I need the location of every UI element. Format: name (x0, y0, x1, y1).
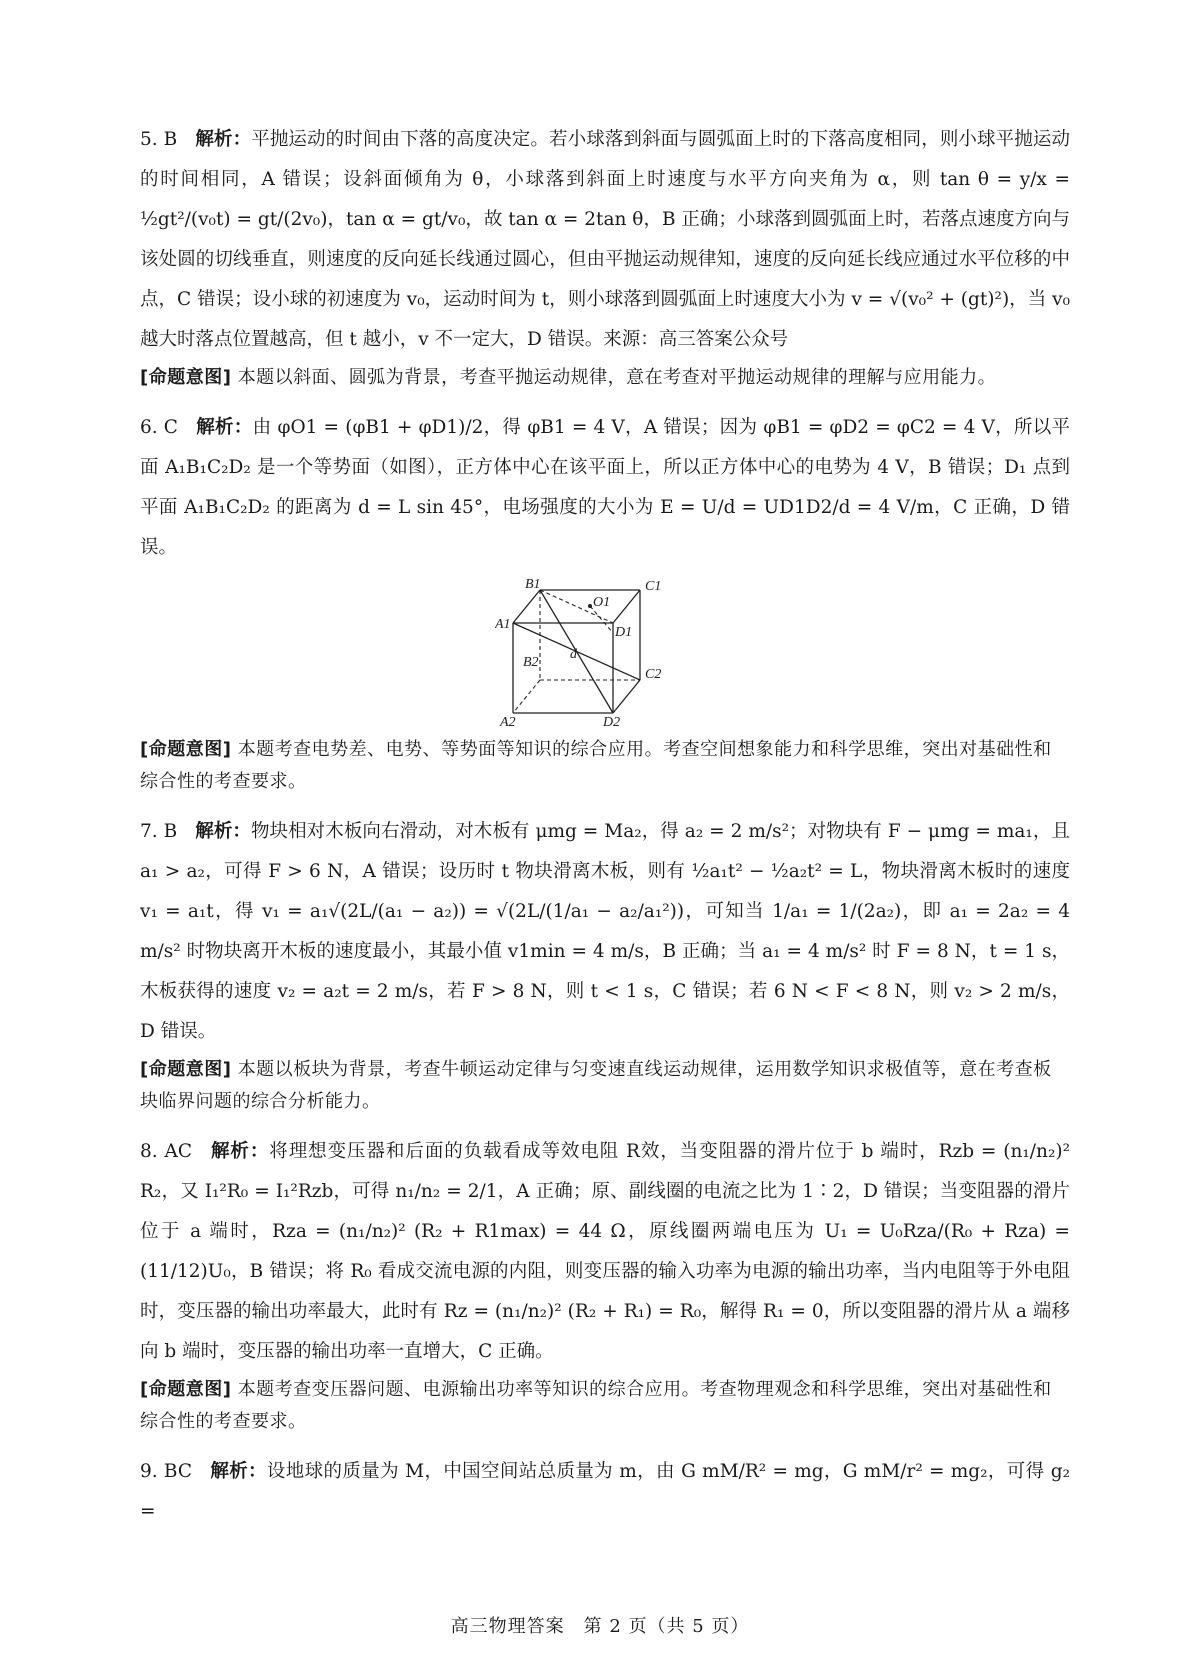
edge-b1-a1 (513, 590, 540, 623)
q7-answer: 7. B (140, 821, 178, 842)
q7-intent (140, 1054, 1070, 1118)
q9-answer: 9. BC (140, 1461, 192, 1482)
hidden-b2-a2 (513, 680, 540, 713)
label-d2: D2 (603, 715, 621, 728)
label-a1: A1 (495, 617, 511, 632)
q7-explanation (140, 812, 1070, 1052)
q5-analysis-label: 解析： (195, 129, 252, 150)
label-d1: D1 (615, 625, 633, 640)
question-6 (140, 408, 1070, 568)
q8-intent-text: 本题考查变压器问题、电源输出功率等知识的综合应用。考查物理观念和科学思维，突出对基础性和综合性的考查要求。 (140, 1379, 1052, 1432)
label-d: d (570, 647, 577, 662)
label-o1: O1 (593, 595, 611, 610)
q6-intent-label: [命题意图] (140, 739, 232, 760)
edge-d2-c2 (613, 680, 640, 713)
q8-explanation (140, 1132, 1070, 1372)
label-b1: B1 (525, 578, 541, 592)
q7-text: 物块相对木板向右滑动，对木板有 μmg = Ma₂，得 a₂ = 2 m/s²；对物块有 F − μmg = ma₁，且 a₁ > a₂，可得 F > 6 N，A 错误；设历时 t 物块滑离木板，则有 ½a₁t² − ½a₂t² = L，物块滑离木板时的速度 v₁ = a₁t，得 v₁ = a₁√(2L/(a₁ − a₂)) = √(2L/(1/a₁ − a₂/a₁²))，可知当 1/a₁ = 1/(2a₂)，即 a₁ = 2a₂ = 4 m/s² 时物块离开木板的速度最小，其最小值 v1min = 4 m/s，B 正确；当 a₁ = 4 m/s² 时 F = 8 N，t = 1 s，木板获得的速度 v₂ = a₂t = 2 m/s，若 F > 8 N，则 t < 1 s，C 错误；若 6 N < F < 8 N，则 v₂ > 2 m/s，D 错误。 (140, 821, 1070, 1042)
q7-analysis-label: 解析： (195, 821, 251, 842)
q8-text: 将理想变压器和后面的负载看成等效电阻 R效，当变阻器的滑片位于 b 端时，Rzb = (n₁/n₂)² R₂，又 I₁²R₀ = I₁²Rzb，可得 n₁/n₂ = 2/1，A 正确；原、副线圈的电流之比为 1∶2，D 错误；当变阻器的滑片位于 a 端时，Rza = (n₁/n₂)² (R₂ + R1max) = 44 Ω，原线圈两端电压为 U₁ = U₀Rza/(R₀ + Rza) = (11/12)U₀，B 错误；将 R₀ 看成交流电源的内阻，则变压器的输入功率为电源的输出功率，当内电阻等于外电阻时，变压器的输出功率最大，此时有 Rz = (n₁/n₂)² (R₂ + R₁) = R₀，解得 R₁ = 0，所以变阻器的滑片从 a 端移向 b 端时，变压器的输出功率一直增大，C 正确。 (140, 1141, 1071, 1362)
q7-intent-label: [命题意图] (140, 1059, 232, 1080)
q5-intent-text: 本题以斜面、圆弧为背景，考查平抛运动规律，意在考查对平抛运动规律的理解与应用能力。 (237, 367, 997, 388)
q6-analysis-label: 解析： (195, 417, 253, 438)
label-c1: C1 (645, 579, 662, 594)
label-a2: A2 (500, 715, 516, 728)
q6-explanation (140, 408, 1070, 568)
label-b2: B2 (523, 655, 539, 670)
q9-analysis-label: 解析： (209, 1461, 267, 1482)
q7-intent-text: 本题以板块为背景，考查牛顿运动定律与匀变速直线运动规律，运用数学知识求极值等，意在考查板块临界问题的综合分析能力。 (140, 1059, 1052, 1112)
cube-diagram (495, 578, 715, 728)
question-7 (140, 812, 1070, 1052)
q9-explanation (140, 1452, 1070, 1532)
answer-page (140, 120, 1070, 1532)
question-5 (140, 120, 1070, 360)
q6-answer: 6. C (140, 417, 178, 438)
q6-intent (140, 734, 1070, 798)
q8-analysis-label: 解析： (210, 1141, 270, 1162)
q5-intent (140, 362, 1070, 394)
q6-text: 由 φO1 = (φB1 + φD1)/2，得 φB1 = 4 V，A 错误；因为 φB1 = φD2 = φC2 = 4 V，所以平面 A₁B₁C₂D₂ 是一个等势面（如图），正方体中心在该平面上，所以正方体中心的电势为 4 V，B 错误；D₁ 点到平面 A₁B₁C₂D₂ 的距离为 d = L sin 45°，电场强度的大小为 E = U/d = UD1D2/d = 4 V/m，C 正确，D 错误。 (140, 417, 1070, 558)
q5-explanation (140, 120, 1070, 360)
edge-c1-d1 (613, 590, 640, 623)
question-8 (140, 1132, 1070, 1372)
q5-answer: 5. B (140, 129, 178, 150)
q8-answer: 8. AC (140, 1141, 192, 1162)
q8-intent (140, 1374, 1070, 1438)
q8-intent-label: [命题意图] (140, 1379, 232, 1400)
q9-text: 设地球的质量为 M，中国空间站总质量为 m，由 G mM/R² = mg，G mM/r² = mg₂，可得 g₂ = (140, 1461, 1070, 1522)
hidden-o1-d (590, 606, 613, 633)
label-c2: C2 (645, 667, 662, 682)
page-footer: 高三物理答案 第 2 页（共 5 页） (450, 1616, 750, 1637)
question-9 (140, 1452, 1070, 1532)
point-o1 (588, 604, 592, 608)
q5-intent-label: [命题意图] (140, 367, 232, 388)
q6-intent-text: 本题考查电势差、电势、等势面等知识的综合应用。考查空间想象能力和科学思维，突出对基础性和综合性的考查要求。 (140, 739, 1052, 792)
cube-svg (495, 578, 715, 728)
q5-text: 平抛运动的时间由下落的高度决定。若小球落到斜面与圆弧面上时的下落高度相同，则小球平抛运动的时间相同，A 错误；设斜面倾角为 θ，小球落到斜面上时速度与水平方向夹角为 α，则 tan θ = y/x = ½gt²/(v₀t) = gt/(2v₀)，tan α = gt/v₀，故 tan α = 2tan θ，B 正确；小球落到圆弧面上时，若落点速度方向与该处圆的切线垂直，则速度的反向延长线通过圆心，但由平抛运动规律知，速度的反向延长线应通过水平位移的中点，C 错误；设小球的初速度为 v₀，运动时间为 t，则小球落到圆弧面上时速度大小为 v = √(v₀² + (gt)²)，当 v₀ 越大时落点位置越高，但 t 越小，v 不一定大，D 错误。来源：高三答案公众号 (140, 129, 1070, 350)
